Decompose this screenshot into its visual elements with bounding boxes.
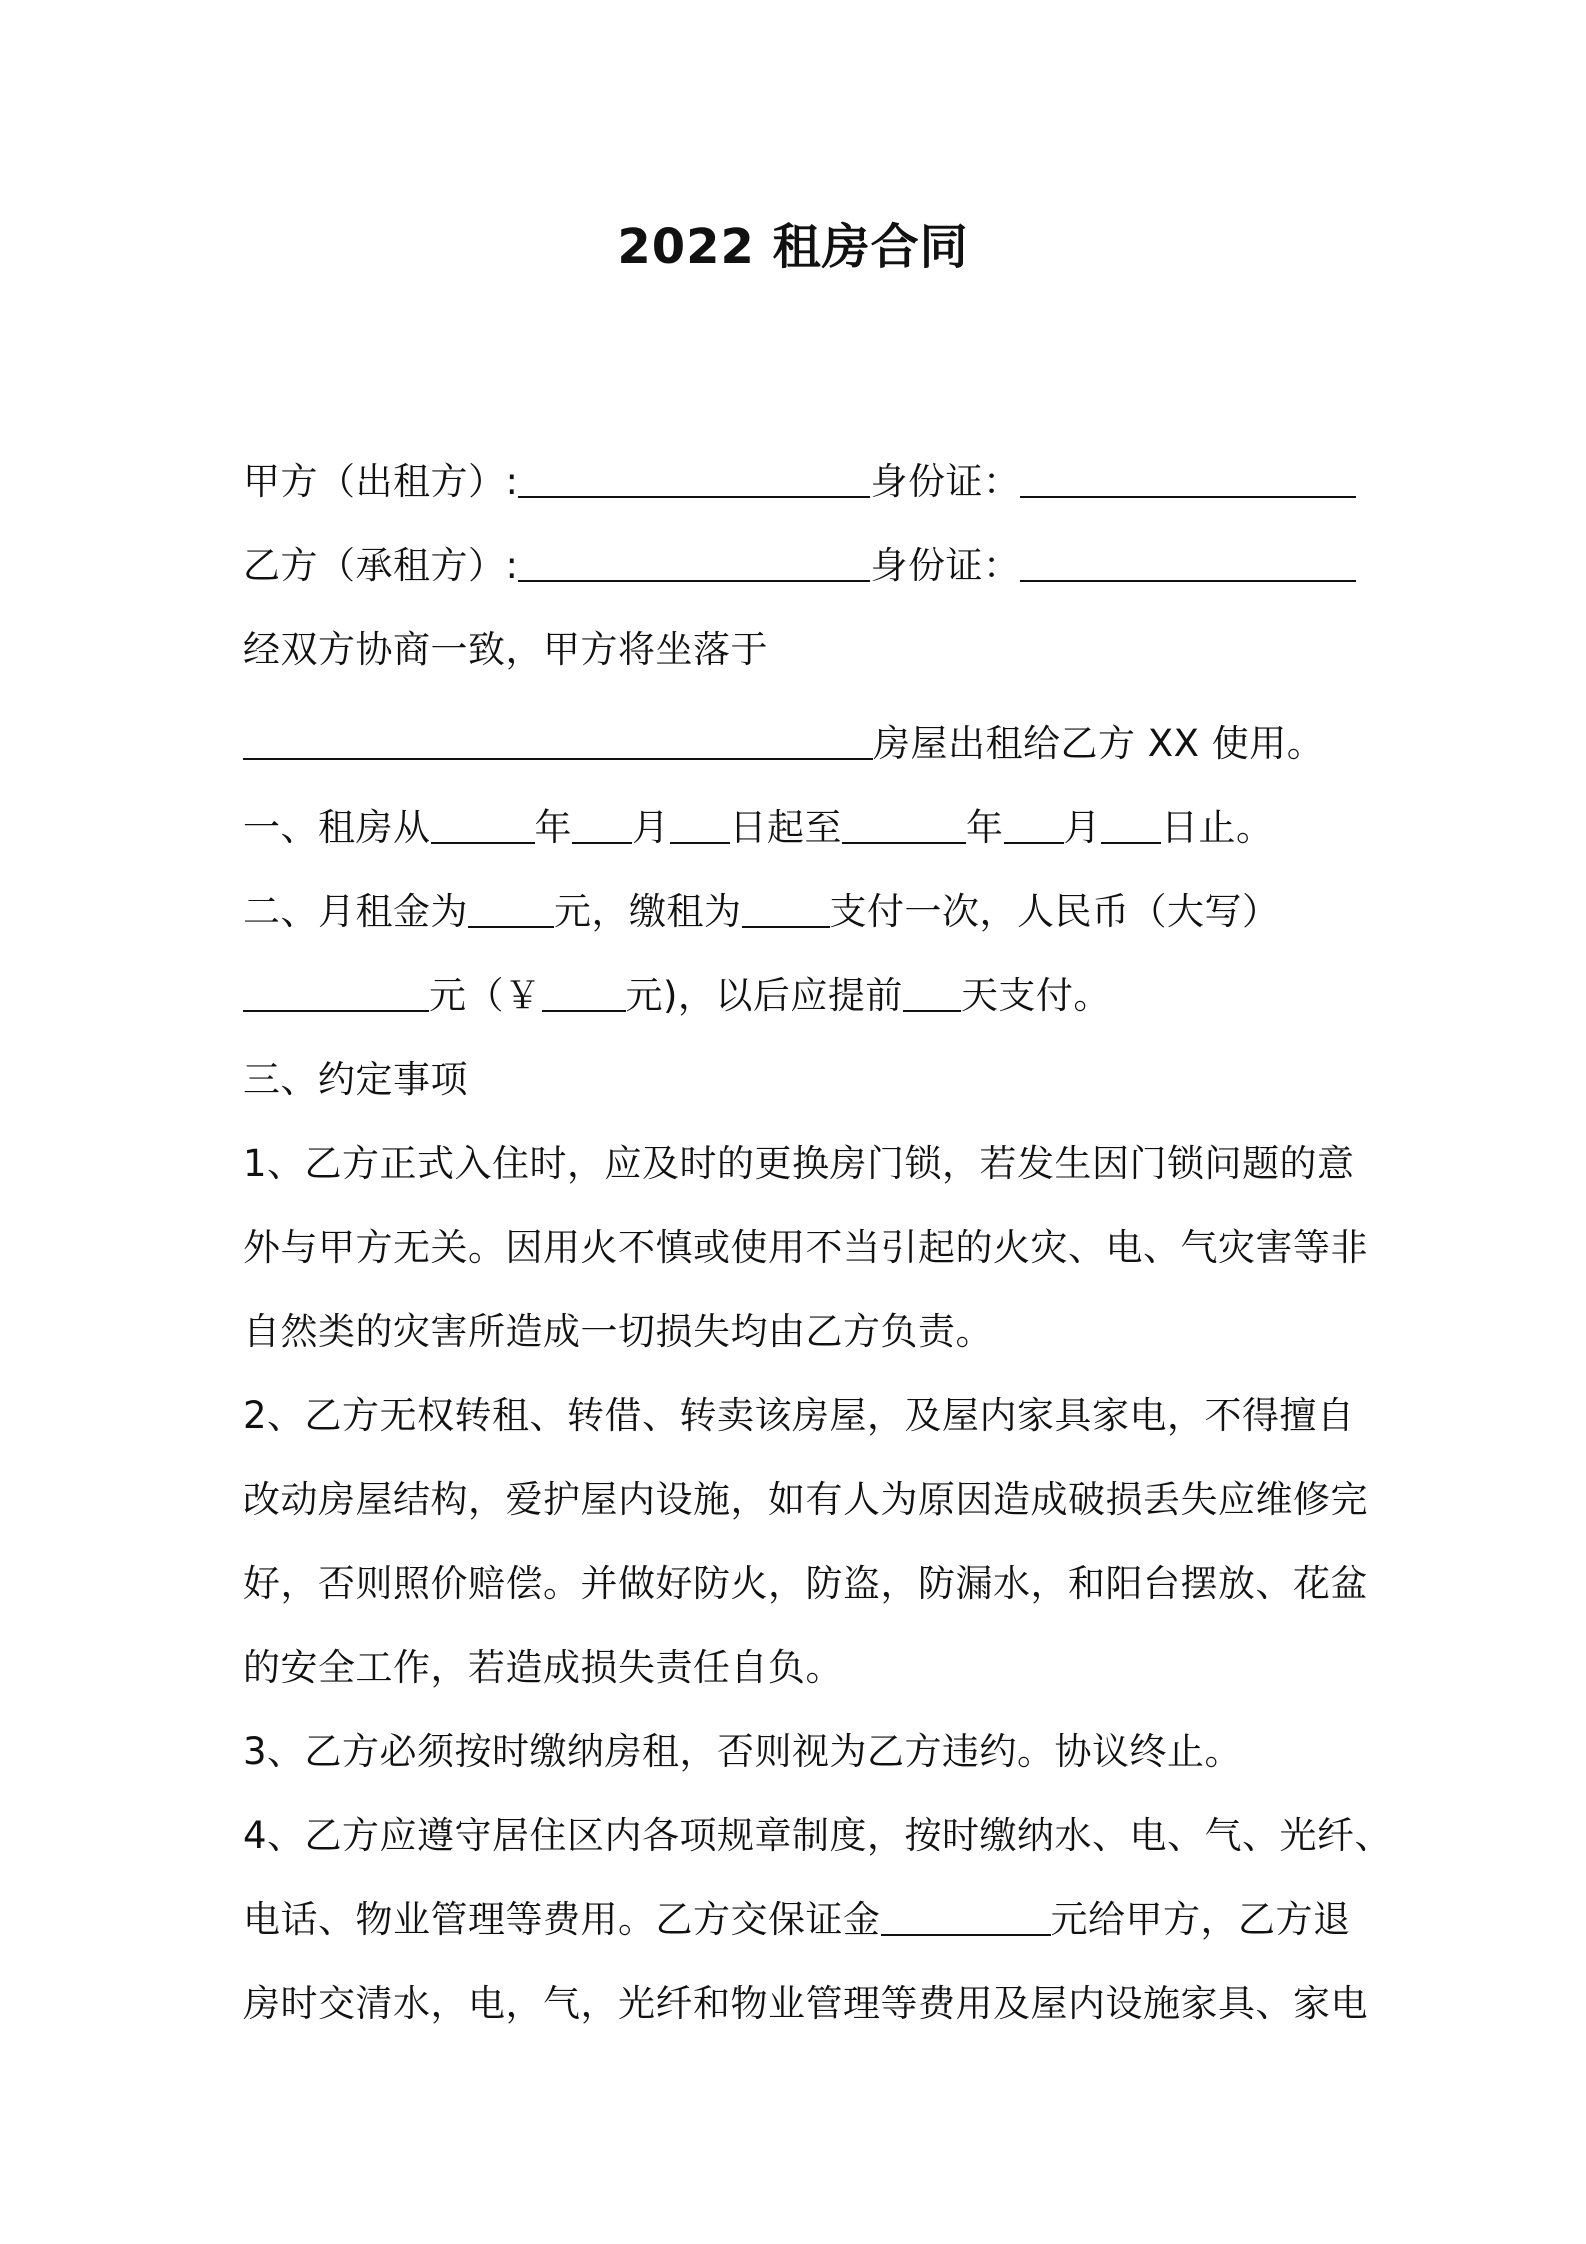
clause-1-prefix: 一、租房从	[243, 806, 431, 849]
clause-2-line-2-tail: 天支付。	[960, 974, 1111, 1017]
intro-line-1: 经双方协商一致，甲方将坐落于	[243, 628, 768, 671]
start-month-blank	[572, 802, 632, 844]
end-day-blank	[1101, 802, 1161, 844]
party-a-label: 甲方（出租方）:	[243, 460, 519, 503]
start-day-blank	[670, 802, 730, 844]
item-4-line-2-head: 电话、物业管理等费用。乙方交保证金	[243, 1898, 881, 1941]
advance-days-blank	[903, 970, 961, 1012]
intro-line-2	[243, 702, 1393, 786]
clause-1-year-2: 年	[966, 806, 1004, 849]
item-2-line-2: 改动房屋结构，爱护屋内设施，如有人为原因造成破损丢失应维修完	[243, 1478, 1368, 1521]
start-year-blank	[431, 802, 535, 844]
deposit-amount-blank	[881, 1894, 1051, 1936]
intro-line-2-tail: 房屋出租给乙方 XX 使用。	[873, 722, 1325, 765]
item-4-line-1: 4、乙方应遵守居住区内各项规章制度，按时缴纳水、电、气、光纤、	[243, 1814, 1393, 1857]
party-b-label: 乙方（承租方）:	[243, 544, 519, 587]
clause-1-day-2: 日止。	[1161, 806, 1274, 849]
property-address-blank	[243, 718, 873, 760]
clause-1-year-1: 年	[534, 806, 572, 849]
document-title: 2022 租房合同	[617, 219, 969, 275]
party-a-line	[243, 440, 1393, 524]
clause-2-line-2-mid-2: 元)，以后应提前	[625, 974, 903, 1017]
clause-1-month-1: 月	[632, 806, 670, 849]
item-4-line-2-tail: 元给甲方，乙方退	[1050, 1898, 1351, 1941]
party-a-id-label: 身份证：	[870, 460, 1021, 503]
item-2-line-3: 好，否则照价赔偿。并做好防火，防盗，防漏水，和阳台摆放、花盆	[243, 1562, 1368, 1605]
party-a-id-blank	[1020, 456, 1356, 498]
document-body	[243, 440, 1393, 2046]
party-a-name-blank	[518, 456, 870, 498]
clause-2-mid-1: 元，缴租为	[554, 890, 742, 933]
clause-1-month-2: 月	[1063, 806, 1101, 849]
item-2-line-1: 2、乙方无权转租、转借、转卖该房屋，及屋内家具家电，不得擅自	[243, 1394, 1355, 1437]
item-1-line-1: 1、乙方正式入住时，应及时的更换房门锁，若发生因门锁问题的意	[243, 1142, 1355, 1185]
monthly-rent-blank	[468, 886, 554, 928]
item-2-line-4: 的安全工作，若造成损失责任自负。	[243, 1646, 843, 1689]
amount-in-words-blank	[243, 970, 429, 1012]
end-year-blank	[842, 802, 966, 844]
item-1-line-2: 外与甲方无关。因用火不慎或使用不当引起的火灾、电、气灾害等非	[243, 1226, 1368, 1269]
end-month-blank	[1004, 802, 1064, 844]
payment-period-blank	[742, 886, 830, 928]
item-4-line-2	[243, 1878, 1393, 1962]
item-4-line-3: 房时交清水，电，气，光纤和物业管理等费用及屋内设施家具、家电	[243, 1982, 1368, 2025]
clause-2-line-2	[243, 954, 1393, 1038]
clause-2-line-2-mid-1: 元（￥	[429, 974, 542, 1017]
clause-2-line-1	[243, 870, 1393, 954]
clause-1-line	[243, 786, 1393, 870]
clause-3-heading: 三、约定事项	[243, 1058, 468, 1101]
clause-2-prefix: 二、月租金为	[243, 890, 468, 933]
amount-in-figures-blank	[542, 970, 626, 1012]
clause-2-mid-2: 支付一次，人民币（大写）	[829, 890, 1280, 933]
party-b-id-label: 身份证：	[870, 544, 1021, 587]
item-3-line: 3、乙方必须按时缴纳房租，否则视为乙方违约。协议终止。	[243, 1730, 1243, 1773]
item-1-line-3: 自然类的灾害所造成一切损失均由乙方负责。	[243, 1310, 993, 1353]
party-b-line	[243, 524, 1393, 608]
clause-1-day-1: 日起至	[729, 806, 842, 849]
party-b-name-blank	[518, 540, 870, 582]
party-b-id-blank	[1020, 540, 1356, 582]
